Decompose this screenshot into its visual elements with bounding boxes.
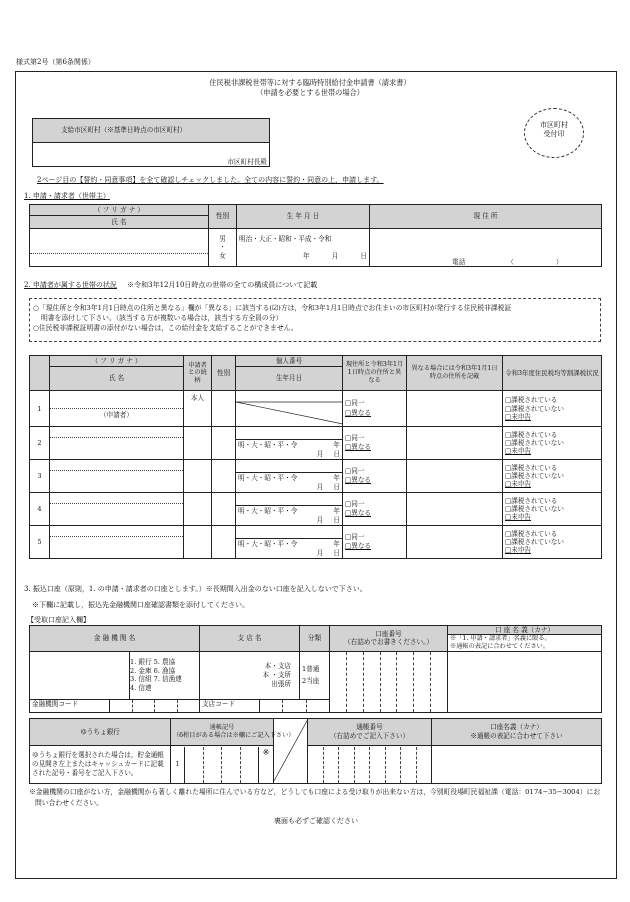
section2-heading: 2. 申請者が属する世帯の状況 bbox=[24, 281, 117, 289]
slash-line bbox=[274, 719, 308, 781]
not-taxed-checkbox[interactable]: □課税されていない bbox=[505, 439, 564, 448]
gender-header: 性別 bbox=[209, 205, 237, 229]
tax-status-field[interactable] bbox=[503, 493, 602, 526]
same-checkbox[interactable]: □同一 bbox=[345, 467, 365, 476]
passbook-no-field[interactable] bbox=[308, 745, 432, 783]
member-gender-field[interactable] bbox=[212, 526, 236, 559]
yucho-header: ゆうちょ銀行 bbox=[30, 719, 171, 746]
member-id-birth[interactable]: 明・大・昭・平・令 年 月 日 bbox=[236, 427, 343, 460]
h-id: 個人番号 bbox=[236, 356, 343, 367]
form-subtitle: （申請を必要とする世帯の場合） bbox=[256, 88, 364, 97]
address-same-field[interactable] bbox=[343, 526, 407, 559]
member-relation-field[interactable] bbox=[184, 493, 212, 526]
section3-note: ※下欄に記載し，振込先金融機関口座確認書類を添付してください。 bbox=[32, 601, 249, 609]
bank-type-options[interactable]: 1. 銀行 5. 農協 2. 金庫 6. 漁協 3. 信組 7. 信漁連 4. 信連 bbox=[130, 651, 200, 699]
type-header: 分類 bbox=[300, 626, 330, 652]
same-checkbox[interactable]: □同一 bbox=[345, 399, 365, 408]
member-name-field[interactable] bbox=[50, 427, 184, 460]
account-no-field[interactable] bbox=[330, 651, 448, 712]
municipality-label: 支給市区町村（※基準日時点の市区町村） bbox=[33, 119, 270, 143]
h-birth: 生年月日 bbox=[236, 367, 343, 391]
stamp-label: 市区町村 受付印 bbox=[540, 121, 568, 138]
mayor-label: 市区町村長殿 bbox=[33, 143, 270, 167]
h-tax: 令和3年度住民税均等割課税状況 bbox=[503, 356, 602, 391]
not-taxed-checkbox[interactable]: □課税されていない bbox=[505, 505, 564, 514]
passbook-symbol-field[interactable]: 1 ※ bbox=[171, 745, 274, 783]
h-relation: 申請者との続柄 bbox=[184, 356, 212, 391]
member-gender-field[interactable] bbox=[212, 460, 236, 493]
bank-name-field[interactable] bbox=[30, 651, 130, 699]
member-name-field[interactable] bbox=[50, 493, 184, 526]
row-number: 5 bbox=[30, 526, 50, 559]
back-page-note: 裏面も必ずご確認ください bbox=[274, 817, 358, 825]
member-id-birth[interactable]: 明・大・昭・平・令 年 月 日 bbox=[236, 493, 343, 526]
same-checkbox[interactable]: □同一 bbox=[345, 434, 365, 443]
reception-stamp bbox=[524, 108, 584, 158]
address-header: 現 住 所 bbox=[370, 205, 602, 229]
notice-line-2: 明書を添付して下さい。（該当する方が複数いる場合は，該当する方全員の分） bbox=[41, 314, 283, 323]
branch-header: 支 店 名 bbox=[200, 626, 300, 652]
applicant-table bbox=[29, 204, 602, 267]
household-row bbox=[30, 460, 602, 493]
taxed-checkbox[interactable]: □課税されている bbox=[505, 529, 558, 538]
h-name: 氏 名 bbox=[50, 367, 184, 391]
member-name-field[interactable] bbox=[50, 391, 184, 427]
member-name-field[interactable] bbox=[50, 526, 184, 559]
taxed-checkbox[interactable]: □課税されている bbox=[505, 463, 558, 472]
household-row bbox=[30, 427, 602, 460]
prior-address-field[interactable] bbox=[407, 460, 503, 493]
prior-address-field[interactable] bbox=[407, 493, 503, 526]
form-number: 様式第2号（第6条関係） bbox=[16, 58, 95, 66]
tax-status-field[interactable] bbox=[503, 526, 602, 559]
same-checkbox[interactable]: □同一 bbox=[345, 533, 365, 542]
h-gender: 性別 bbox=[212, 356, 236, 391]
member-gender-field[interactable] bbox=[212, 391, 236, 427]
form-title: 住民税非課税世帯等に対する臨時特別給付金申請書（請求書） bbox=[209, 78, 411, 87]
address-same-field[interactable] bbox=[343, 493, 407, 526]
undeclared-checkbox[interactable]: □未申告 bbox=[505, 412, 532, 421]
branch-type-options[interactable]: 本・支店 本 ・支所 出張所 bbox=[200, 651, 300, 699]
crossed-out-cell bbox=[236, 391, 343, 424]
confirm-statement: 2ページ目の【誓約・同意事項】を全て確認しチェックしました。全ての内容に誓約・同意の上，申請します。 bbox=[37, 176, 384, 184]
tax-status-field[interactable] bbox=[503, 460, 602, 493]
member-id-birth[interactable]: 明・大・昭・平・令 年 月 日 bbox=[236, 460, 343, 493]
row-number: 2 bbox=[30, 427, 50, 460]
applicant-label: （申請者） bbox=[100, 411, 133, 419]
yucho-table bbox=[29, 718, 602, 784]
address-same-field[interactable] bbox=[343, 391, 407, 427]
prior-address-field[interactable] bbox=[407, 526, 503, 559]
passbook-symbol-header: 通帳記号 （6桁目がある場合は※欄にご記入下さい） bbox=[171, 719, 274, 746]
diff-checkbox[interactable]: □異なる bbox=[345, 443, 372, 452]
taxed-checkbox[interactable]: □課税されている bbox=[505, 396, 558, 405]
applicant-gender[interactable]: 男 ・ 女 bbox=[209, 229, 237, 267]
branch-code-field[interactable]: 支店コード bbox=[200, 699, 330, 712]
row-number: 3 bbox=[30, 460, 50, 493]
notice-box bbox=[29, 298, 601, 342]
member-id-birth[interactable]: 明・大・昭・平・令 年 月 日 bbox=[236, 526, 343, 559]
undeclared-checkbox[interactable]: □未申告 bbox=[505, 546, 532, 555]
member-gender-field[interactable] bbox=[212, 493, 236, 526]
not-taxed-checkbox[interactable]: □課税されていない bbox=[505, 404, 564, 413]
applicant-phone: 電話 （ ） bbox=[452, 257, 563, 266]
passbook-no-header: 通帳番号 （右詰めでご記入下さい） bbox=[308, 719, 432, 746]
section2-heading-wrap bbox=[24, 281, 317, 290]
birth-header: 生 年 月 日 bbox=[237, 205, 370, 229]
yucho-holder-header: 口座名義（カナ） ※通帳の表記に合わせて下さい bbox=[432, 719, 602, 746]
tax-status-field[interactable] bbox=[503, 427, 602, 460]
taxed-checkbox[interactable]: □課税されている bbox=[505, 430, 558, 439]
relation-self: 本人 bbox=[184, 391, 212, 427]
member-relation-field[interactable] bbox=[184, 460, 212, 493]
not-taxed-checkbox[interactable]: □課税されていない bbox=[505, 472, 564, 481]
applicant-ymd: 年 月 日 bbox=[303, 251, 367, 260]
h-furigana: （ フ リ ガ ナ ） bbox=[50, 356, 184, 367]
municipality-box bbox=[32, 118, 270, 167]
address-same-field[interactable] bbox=[343, 460, 407, 493]
taxed-checkbox[interactable]: □課税されている bbox=[505, 496, 558, 505]
row-number: 1 bbox=[30, 391, 50, 427]
account-type-options[interactable]: 1普通 2当座 bbox=[300, 651, 330, 699]
notice-line-1: ○「現住所と令和3年1月1日時点の住所と異なる」欄が「異なる」に該当する(☑)方は，令和3年1月1日時点でお住まいの市区町村が発行する住民税非課税証 bbox=[33, 304, 512, 312]
not-taxed-checkbox[interactable]: □課税されていない bbox=[505, 538, 564, 547]
diff-checkbox[interactable]: □異なる bbox=[345, 476, 372, 485]
household-row bbox=[30, 493, 602, 526]
member-name-field[interactable] bbox=[50, 460, 184, 493]
footer-note: ※金融機関の口座がない方，金融機関から著しく離れた場所に住んでいる方など，どうしても口座による受け取りが出来ない方は，今別町役場町民福祉課（電話：0174−35−3004）にお問い合わせください。 bbox=[29, 788, 601, 807]
section3-heading: 3. 振込口座（原則，1. の申請・請求者の口座とします。）※長期間入出金のない口座を記入しないで下さい。 bbox=[24, 585, 367, 593]
name-header: 氏 名 bbox=[30, 216, 209, 229]
bank-account-table bbox=[29, 625, 602, 713]
h-diff: 異なる場合には令和3年1月1日時点の住所を記載 bbox=[407, 356, 503, 391]
diff-checkbox[interactable]: □異なる bbox=[345, 509, 372, 518]
applicant-era: 明治・大正・昭和・平成・令和 bbox=[239, 235, 332, 244]
member-relation-field[interactable] bbox=[184, 526, 212, 559]
household-row bbox=[30, 391, 602, 427]
furigana-header: （ フ リ ガ ナ ） bbox=[30, 205, 209, 216]
yucho-description: ゆうちょ銀行を選択された場合は，貯金通帳の見開き左上またはキャッシュカードに記載された記号・番号をご記入下さい。 bbox=[30, 745, 171, 783]
account-box-title: 【受取口座記入欄】 bbox=[27, 616, 90, 624]
undeclared-checkbox[interactable]: □未申告 bbox=[505, 480, 532, 489]
undeclared-checkbox[interactable]: □未申告 bbox=[505, 447, 532, 456]
prior-address-field[interactable] bbox=[407, 391, 503, 427]
address-same-field[interactable] bbox=[343, 427, 407, 460]
bank-code-field[interactable]: 金融機関コード bbox=[30, 699, 200, 712]
household-row bbox=[30, 526, 602, 559]
row-number: 4 bbox=[30, 493, 50, 526]
member-gender-field[interactable] bbox=[212, 427, 236, 460]
applicant-birth[interactable] bbox=[237, 229, 370, 267]
separator-slash bbox=[274, 719, 308, 784]
prior-address-field[interactable] bbox=[407, 427, 503, 460]
yucho-holder-field[interactable] bbox=[432, 745, 602, 783]
h-same: 現住所と令和3年1月1日時点の住所と異なる bbox=[343, 356, 407, 391]
bank-name-header: 金 融 機 関 名 bbox=[30, 626, 200, 652]
section1-heading: 1. 申請・請求者（世帯主） bbox=[24, 192, 110, 200]
account-no-header: 口座番号 （右詰めでお書きください。） bbox=[330, 626, 448, 652]
applicant-address[interactable] bbox=[370, 229, 602, 267]
holder-header: 口 座 名 義（カナ） ※「1. 申請・請求者」名義に限る。 ※通帳の表記に合わせてください。 bbox=[448, 626, 602, 652]
section2-note: ※令和3年12月10日時点の世帯の全ての構成員について記載 bbox=[127, 281, 318, 289]
holder-field[interactable] bbox=[448, 651, 602, 712]
member-relation-field[interactable] bbox=[184, 427, 212, 460]
member-id-birth[interactable] bbox=[236, 391, 343, 427]
diff-checkbox[interactable]: □異なる bbox=[345, 408, 372, 417]
applicant-name-field[interactable] bbox=[30, 229, 209, 267]
undeclared-checkbox[interactable]: □未申告 bbox=[505, 513, 532, 522]
household-table bbox=[29, 355, 602, 559]
same-checkbox[interactable]: □同一 bbox=[345, 500, 365, 509]
notice-line-3: ○住民税非課税証明書の添付がない場合は，この給付金を支給することができません。 bbox=[33, 324, 298, 333]
tax-status-field[interactable] bbox=[503, 391, 602, 427]
diff-checkbox[interactable]: □異なる bbox=[345, 542, 372, 551]
applicant-furigana-field[interactable] bbox=[30, 242, 208, 254]
